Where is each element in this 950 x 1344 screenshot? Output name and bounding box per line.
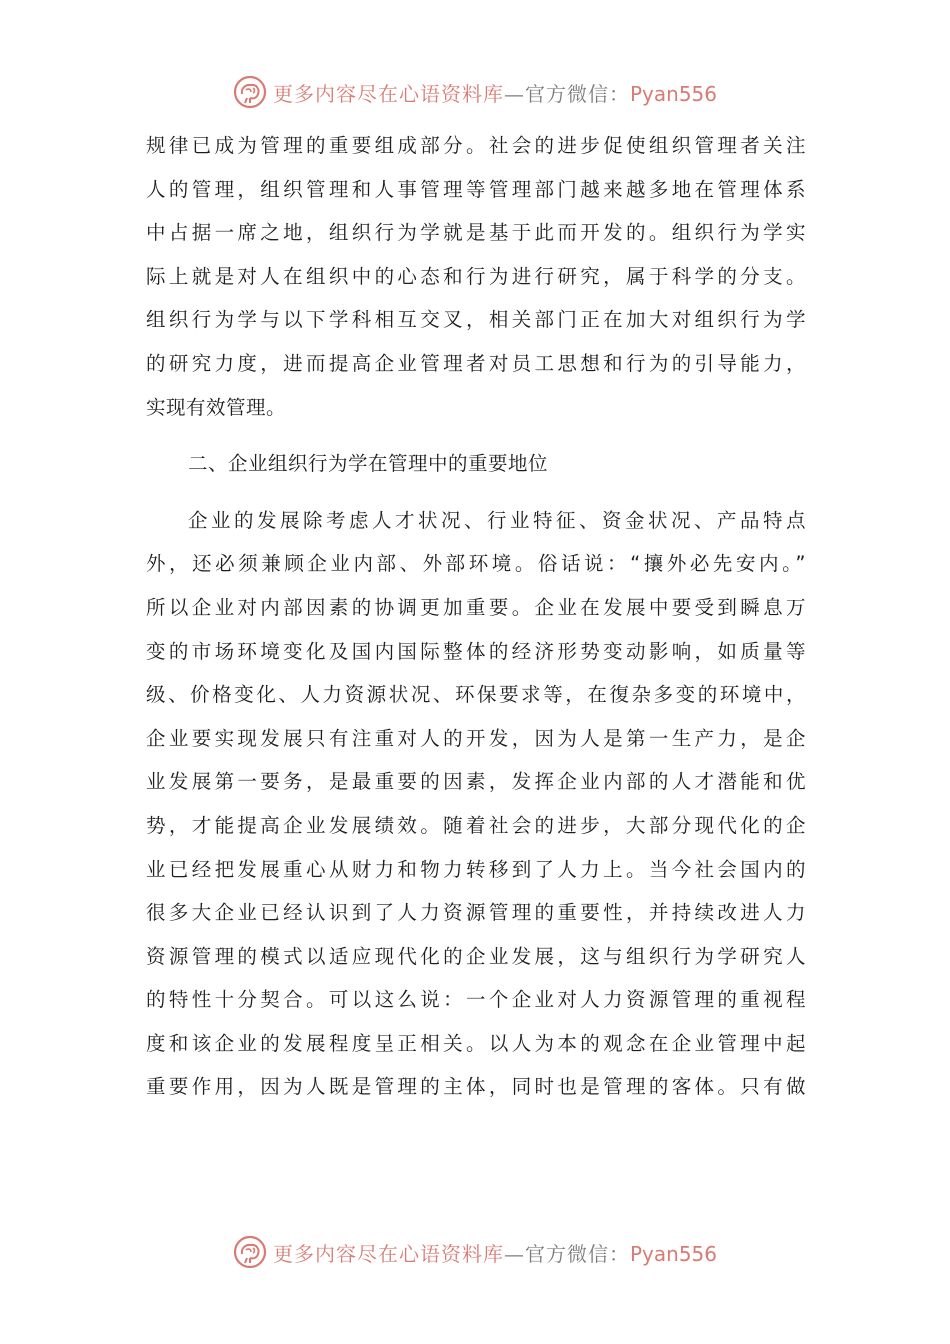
text-line: 势，才能提高企业发展绩效。随着社会的进步，大部分现代化的企 <box>146 813 806 837</box>
text-line: 的特性十分契合。可以这么说：一个企业对人力资源管理的重视程 <box>146 988 806 1012</box>
text-line: 度和该企业的发展程度呈正相关。以人为本的观念在企业管理中起 <box>146 1031 806 1055</box>
banner-title: 更多内容尽在心语资料库 <box>272 81 504 106</box>
text-line: 重要作用，因为人既是管理的主体，同时也是管理的客体。只有做 <box>146 1075 806 1099</box>
text-line: 变的市场环境变化及国内国际整体的经济形势变动影响，如质量等 <box>146 639 806 663</box>
banner-text <box>273 1238 717 1267</box>
text-line: 很多大企业已经认识到了人力资源管理的重要性，并持续改进人力 <box>146 901 806 925</box>
banner-dash: — <box>503 1241 525 1266</box>
banner-text <box>273 78 717 107</box>
text-line: 业发展第一要务，是最重要的因素，发挥企业内部的人才潜能和优 <box>146 770 806 794</box>
text-line: 企业要实现发展只有注重对人的开发，因为人是第一生产力，是企 <box>146 726 806 750</box>
brain-logo-icon <box>233 75 267 109</box>
footer-banner <box>0 1232 950 1272</box>
text-line: 资源管理的模式以适应现代化的企业发展，这与组织行为学研究人 <box>146 944 806 968</box>
text-line: 外，还必须兼顾企业内部、外部环境。俗话说：“攘外必先安内。” <box>146 552 806 576</box>
brain-logo-icon <box>233 1235 267 1269</box>
text-line: 实现有效管理。 <box>146 395 287 419</box>
text-line: 规律已成为管理的重要组成部分。社会的进步促使组织管理者关注 <box>146 134 806 157</box>
text-line: 组织行为学与以下学科相互交叉，相关部门正在加大对组织行为学 <box>146 308 806 332</box>
text-line: 中占据一席之地，组织行为学就是基于此而开发的。组织行为学实 <box>146 221 806 245</box>
document-body <box>146 124 806 1109</box>
banner-title: 更多内容尽在心语资料库 <box>272 1241 504 1266</box>
text-line: 级、价格变化、人力资源状况、环保要求等，在復杂多变的环境中， <box>146 683 806 707</box>
header-banner <box>0 72 950 112</box>
banner-dash: — <box>503 81 525 106</box>
paragraph-2 <box>146 499 806 1109</box>
banner-wechat-label: 官方微信： <box>524 1241 630 1266</box>
text-line: 所以企业对内部因素的协调更加重要。企业在发展中要受到瞬息万 <box>146 595 806 619</box>
banner-wechat-id: Pyan556 <box>629 1241 717 1266</box>
text-line: 的研究力度，进而提高企业管理者对员工思想和行为的引导能力， <box>146 351 806 375</box>
text-line: 企业的发展除考虑人才状况、行业特征、资金状况、产品特点 <box>188 508 806 532</box>
text-line: 际上就是对人在组织中的心态和行为进行研究，属于科学的分支。 <box>146 264 806 288</box>
text-line: 人的管理，组织管理和人事管理等管理部门越来越多地在管理体系 <box>146 177 806 201</box>
text-line: 业已经把发展重心从财力和物力转移到了人力上。当今社会国内的 <box>146 857 806 881</box>
banner-wechat-label: 官方微信： <box>524 81 630 106</box>
paragraph-1 <box>146 124 806 429</box>
banner-wechat-id: Pyan556 <box>629 81 717 106</box>
section-heading: 二、企业组织行为学在管理中的重要地位 <box>188 452 549 476</box>
